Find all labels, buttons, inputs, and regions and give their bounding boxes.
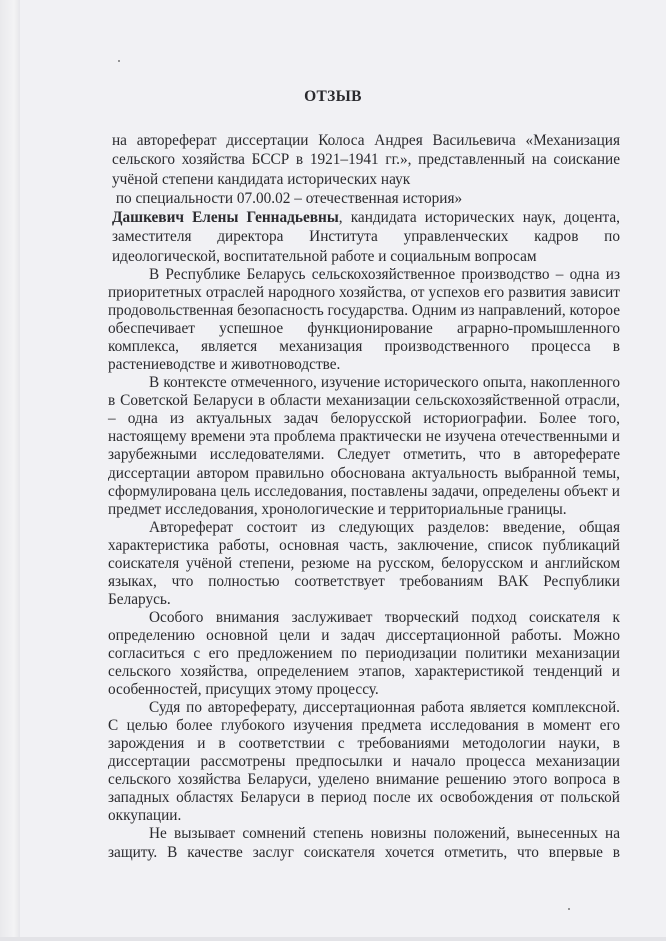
review-body — [108, 266, 620, 862]
reviewer-details: , кандидата исторических наук, доцента, заместителя директора Института управленческих кадров по идеологической, воспитательной работе и социальным вопросам — [112, 209, 620, 265]
reviewer-info — [112, 208, 620, 266]
scan-speck — [568, 908, 570, 910]
paragraph-complexity: Судя по автореферату, диссертационная работа является комплексной. С целью более глубокого изучения предмета исследования в момент его зарождения и в соответствии с требованиями методологии науки, в диссертации рассмотрены предпосылки и начало процесса механизации сельского хозяйства Беларуси, уделено внимание решению этого вопроса в западных областях Беларуси в период после их освобождения от польской оккупации. — [108, 699, 620, 825]
reviewer-name: Дашкевич Елены Геннадьевны — [112, 209, 339, 227]
scanned-page-edge — [0, 0, 20, 941]
document-title: ОТЗЫВ — [304, 88, 362, 105]
scanned-bottom-edge — [0, 937, 666, 941]
paragraph-novelty: Не вызывает сомнений степень новизны положений, вынесенных на защиту. В качестве заслуг соискателя хочется отметить, что впервые в — [108, 825, 620, 861]
scan-speck — [118, 60, 120, 62]
paragraph-context: В контексте отмеченного, изучение исторического опыта, накопленного в Советской Беларуси в области механизации сельскохозяйственной отрасли, – одна из актуальных задач белорусской историографии. Более того, настоящему времени эта проблема практически не изучена отечественными и зарубежными исследователями. Следует отметить, что в автореферате диссертации автором правильно обоснована актуальность выбранной темы, сформулирована цель исследования, поставлены задачи, определены объект и предмет исследования, хронологические и территориальные границы. — [108, 374, 620, 518]
review-subject: на автореферат диссертации Колоса Андрея Васильевича «Механизация сельского хозяйства БССР в 1921–1941 гг.», представленный на соискание учёной степени кандидата исторических наук — [112, 132, 620, 188]
paragraph-relevance: В Республике Беларусь сельскохозяйственное производство – одна из приоритетных отраслей народного хозяйства, от успехов его развития зависит продовольственная безопасность государства. Одним из направлений, которое обеспечивает успешное функционирование аграрно-промышленного комплекса, является механизация производственного процесса в растениеводстве и животноводстве. — [108, 266, 620, 374]
review-specialty: по специальности 07.00.02 – отечественная история» — [112, 189, 463, 207]
paragraph-approach: Особого внимания заслуживает творческий подход соискателя к определению основной цели и задач диссертационной работы. Можно согласиться с его предложением по периодизации политики механизации сельского хозяйства, определением этапов, характеристикой тенденций и особенностей, присущих этому процессу. — [108, 608, 620, 699]
review-header — [112, 131, 620, 266]
paragraph-structure: Автореферат состоит из следующих разделов: введение, общая характеристика работы, основная часть, заключение, список публикаций соискателя учёной степени, резюме на русском, белорусском и английском языках, что полностью соответствует требованиям ВАК Республики Беларусь. — [108, 518, 620, 608]
